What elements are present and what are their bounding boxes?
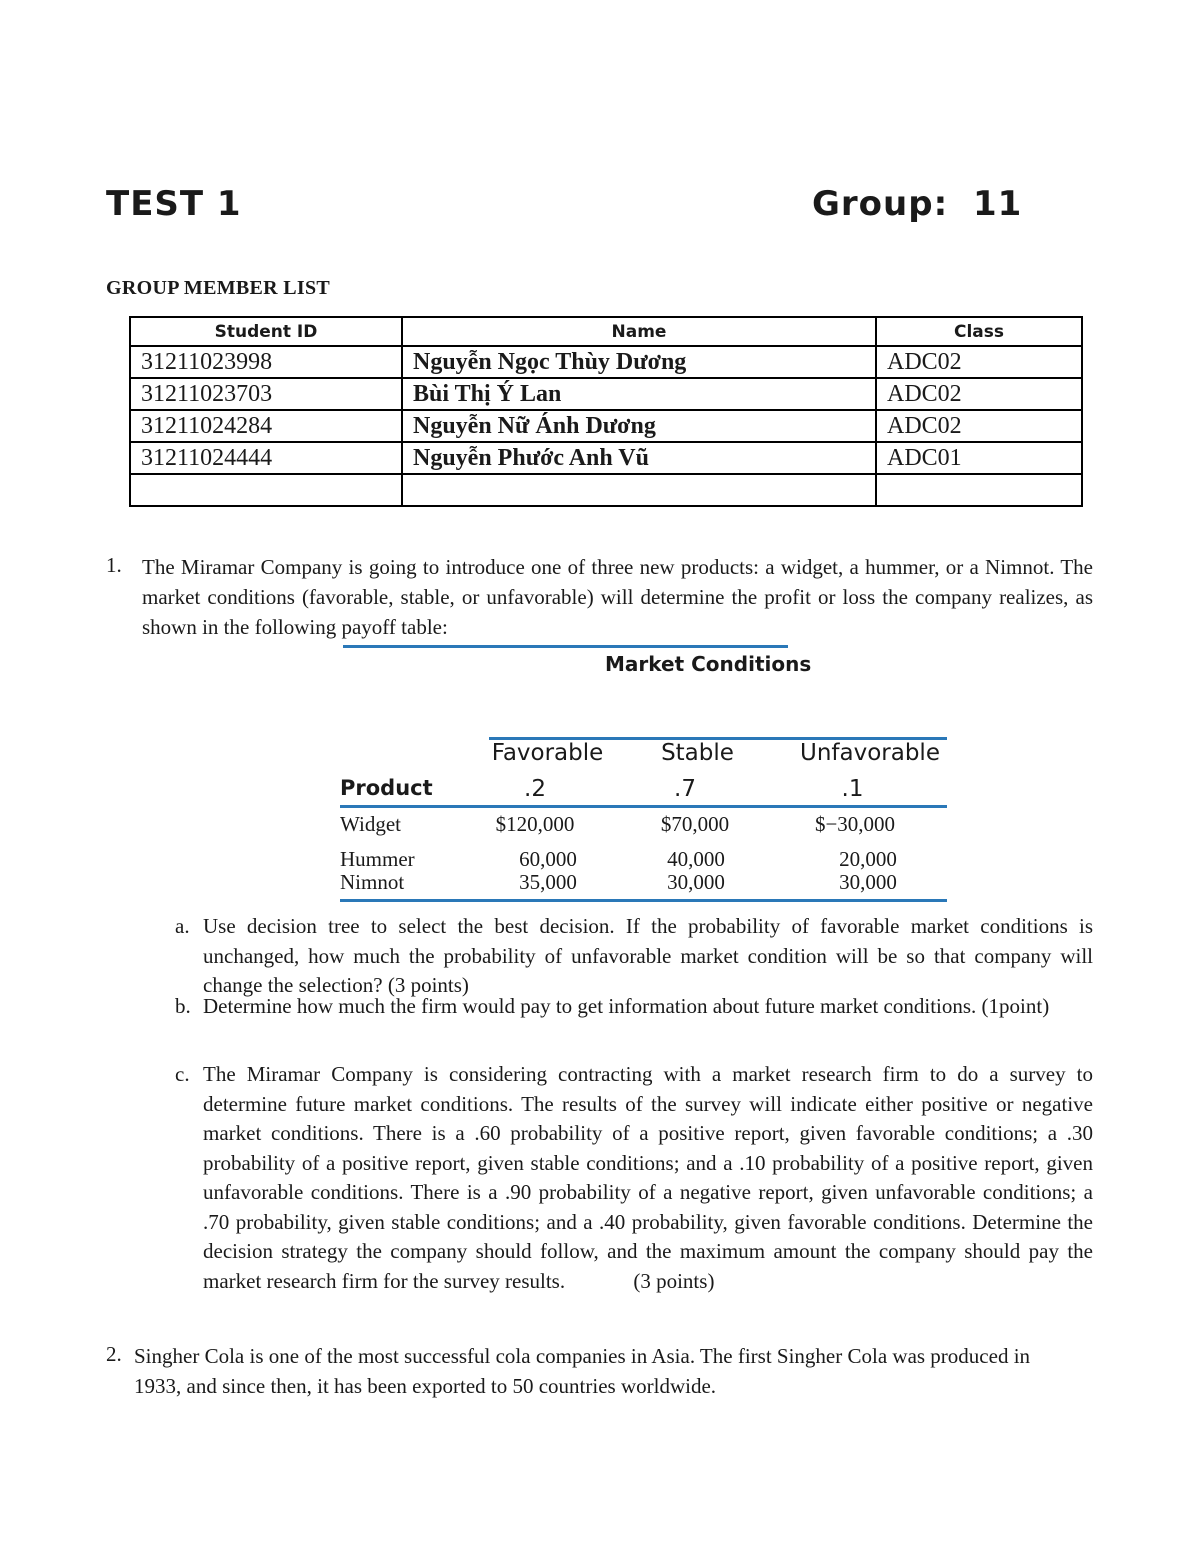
group-number: 11: [973, 184, 1023, 224]
product-header: Product: [340, 776, 433, 800]
student-name: Nguyễn Phước Anh Vũ: [402, 442, 876, 474]
condition-favorable: Favorable: [491, 740, 604, 766]
table-row: [130, 442, 1082, 474]
payoff-cell: 40,000: [667, 847, 725, 871]
payoff-cell: $120,000: [495, 812, 575, 836]
payoff-cell: 35,000: [519, 870, 577, 894]
student-id: 31211023703: [130, 378, 402, 410]
student-class: ADC01: [876, 442, 1082, 474]
payoff-title: Market Conditions: [605, 652, 812, 676]
student-class: ADC02: [876, 346, 1082, 378]
payoff-top-rule: [343, 645, 788, 648]
part-b-label: b.: [175, 994, 191, 1018]
product-hummer: Hummer: [340, 847, 415, 871]
test-title: TEST 1: [106, 184, 242, 224]
student-class: ADC02: [876, 378, 1082, 410]
payoff-cell: 20,000: [839, 847, 897, 871]
q2-text: Singher Cola is one of the most successful cola companies in Asia. The first Singher Cola was produced in 1933, and since then, it has been exported to 50 countries worldwide.: [134, 1344, 1031, 1398]
payoff-cell: $−30,000: [814, 812, 896, 836]
q1-number: 1.: [106, 553, 122, 577]
member-table-header: [130, 317, 1082, 346]
student-id: 31211024284: [130, 410, 402, 442]
col-class: Class: [876, 317, 1082, 346]
group-label: Group:: [812, 184, 949, 224]
q2-number: 2.: [106, 1342, 122, 1366]
table-row: [130, 346, 1082, 378]
condition-stable: Stable: [661, 740, 734, 766]
q1-text: The Miramar Company is going to introduce one of three new products: a widget, a hummer, or a Nimnot. The market conditions (favorable, stable, or unfavorable) will determine the profit or loss the company realizes, as shown in the following payoff table:: [142, 555, 1093, 639]
prob-favorable: .2: [524, 776, 546, 802]
prob-unfavorable: .1: [841, 776, 864, 802]
payoff-cell: 60,000: [519, 847, 577, 871]
member-list-heading: GROUP MEMBER LIST: [106, 277, 331, 299]
product-nimnot: Nimnot: [340, 870, 405, 894]
payoff-cell: $70,000: [660, 812, 730, 836]
student-class: ADC02: [876, 410, 1082, 442]
payoff-cell: 30,000: [667, 870, 725, 894]
part-c-body: The Miramar Company is considering contracting with a market research firm to do a survey to determine future market conditions. The results of the survey will indicate either positive or negative market conditions. There is a .60 probability of a positive report, given favorable conditions; a .30 probability of a positive report, given stable conditions; and a .10 probability of a positive report, given unfavorable conditions. There is a .90 probability of a negative report, given unfavorable conditions; a .70 probability, given stable conditions; and a .40 probability, given favorable conditions. Determine the decision strategy the company should follow, and the maximum amount the company should pay the market research firm for the survey results.: [203, 1062, 1093, 1293]
table-row: [130, 378, 1082, 410]
part-a-text: Use decision tree to select the best decision. If the probability of favorable market conditions is unchanged, how much the probability of unfavorable market condition will be so that company will change the selection? (3 points): [203, 914, 1093, 997]
payoff-cell: 30,000: [839, 870, 897, 894]
table-row: [130, 410, 1082, 442]
col-student-id: Student ID: [130, 317, 402, 346]
student-name: Nguyễn Nữ Ánh Dương: [402, 410, 876, 442]
part-c-label: c.: [175, 1062, 190, 1086]
student-name: Bùi Thị Ý Lan: [402, 378, 876, 410]
header-rule: [340, 805, 947, 808]
table-row-empty: [130, 474, 1082, 506]
student-id: 31211023998: [130, 346, 402, 378]
student-id: 31211024444: [130, 442, 402, 474]
prob-stable: .7: [674, 776, 696, 802]
part-b-text: Determine how much the firm would pay to get information about future market conditions. (1point): [203, 994, 1050, 1018]
part-a-label: a.: [175, 914, 190, 938]
product-widget: Widget: [340, 812, 401, 836]
col-name: Name: [402, 317, 876, 346]
member-table: [129, 316, 1083, 507]
part-c-points: (3 points): [633, 1268, 715, 1293]
condition-unfavorable: Unfavorable: [800, 740, 940, 766]
student-name: Nguyễn Ngọc Thùy Dương: [402, 346, 876, 378]
part-c-text: [203, 1060, 1093, 1296]
bottom-rule: [340, 899, 947, 902]
